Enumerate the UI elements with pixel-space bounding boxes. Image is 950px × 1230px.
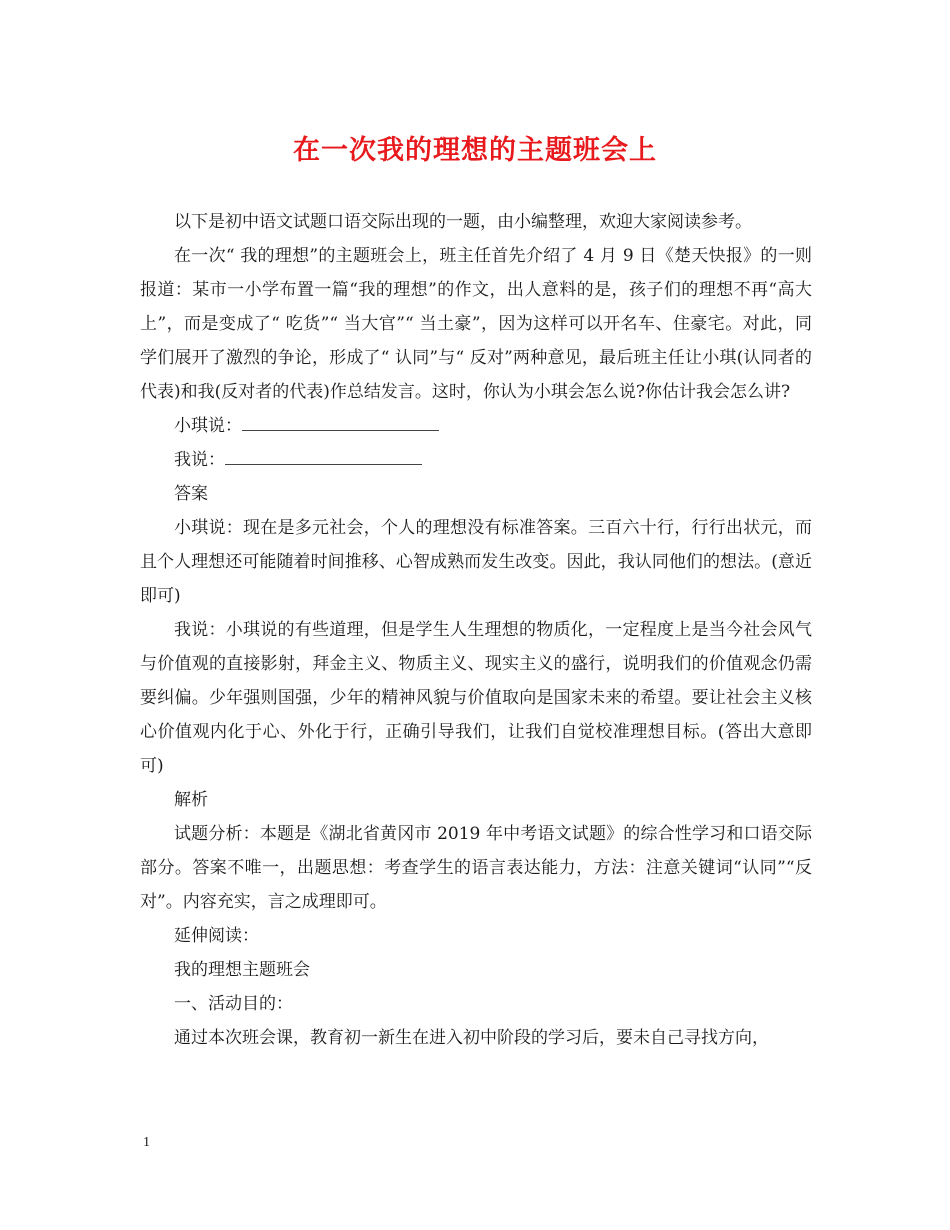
- wo-label: 我说：: [174, 450, 225, 470]
- section-one-heading: 一、活动目的：: [174, 994, 293, 1014]
- subtitle: 我的理想主题班会: [174, 960, 310, 980]
- analysis-heading: 解析: [174, 790, 208, 810]
- xiaoqi-answer-blank: [242, 410, 439, 431]
- xiaoqi-blank-line: [140, 409, 812, 443]
- question-paragraph: 在一次“ 我的理想”的主题班会上，班主任首先介绍了 4 月 9 日《楚天快报》的一则报道：某市一小学布置一篇“我的理想”的作文，出人意料的是，孩子们的理想不再“高大上”，而是变成了“ 吃货”“ 当大官”“ 当土豪”，因为这样可以开名车、住豪宅。对此，同学们展开了激烈的争论，形成了“ 认同”与“ 反对”两种意见，最后班主任让小琪(认同者的代表)和我(反对者的代表)作总结发言。这时，你认为小琪会怎么说?你估计我会怎么讲?: [140, 246, 812, 402]
- document-body: [140, 205, 812, 1055]
- xiaoqi-label: 小琪说：: [174, 416, 242, 436]
- analysis-paragraph: 试题分析：本题是《湖北省黄冈市 2019 年中考语文试题》的综合性学习和口语交际部分。答案不唯一，出题思想：考查学生的语言表达能力，方法：注意关键词“认同”“反对”。内容充实，言之成理即可。: [140, 824, 812, 912]
- intro-paragraph: 以下是初中语文试题口语交际出现的一题，由小编整理，欢迎大家阅读参考。: [174, 212, 752, 232]
- wo-blank-line: [140, 443, 812, 477]
- page-number: 1: [143, 1135, 150, 1150]
- answer-wo-paragraph: 我说：小琪说的有些道理，但是学生人生理想的物质化，一定程度上是当今社会风气与价值观的直接影射，拜金主义、物质主义、现实主义的盛行，说明我们的价值观念仍需要纠偏。少年强则国强，少年的精神风貌与价值取向是国家未来的希望。要让社会主义核心价值观内化于心、外化于行，正确引导我们，让我们自觉校准理想目标。(答出大意即可): [140, 620, 812, 776]
- answer-xiaoqi-paragraph: 小琪说：现在是多元社会，个人的理想没有标准答案。三百六十行，行行出状元，而且个人理想还可能随着时间推移、心智成熟而发生改变。因此，我认同他们的想法。(意近即可): [140, 518, 812, 606]
- document-title: 在一次我的理想的主题班会上: [293, 135, 657, 166]
- extended-reading-label: 延伸阅读：: [174, 926, 259, 946]
- answer-heading: 答案: [174, 484, 208, 504]
- last-line-paragraph: 通过本次班会课，教育初一新生在进入初中阶段的学习后，要未自己寻找方向，: [174, 1028, 769, 1048]
- wo-answer-blank: [225, 444, 422, 465]
